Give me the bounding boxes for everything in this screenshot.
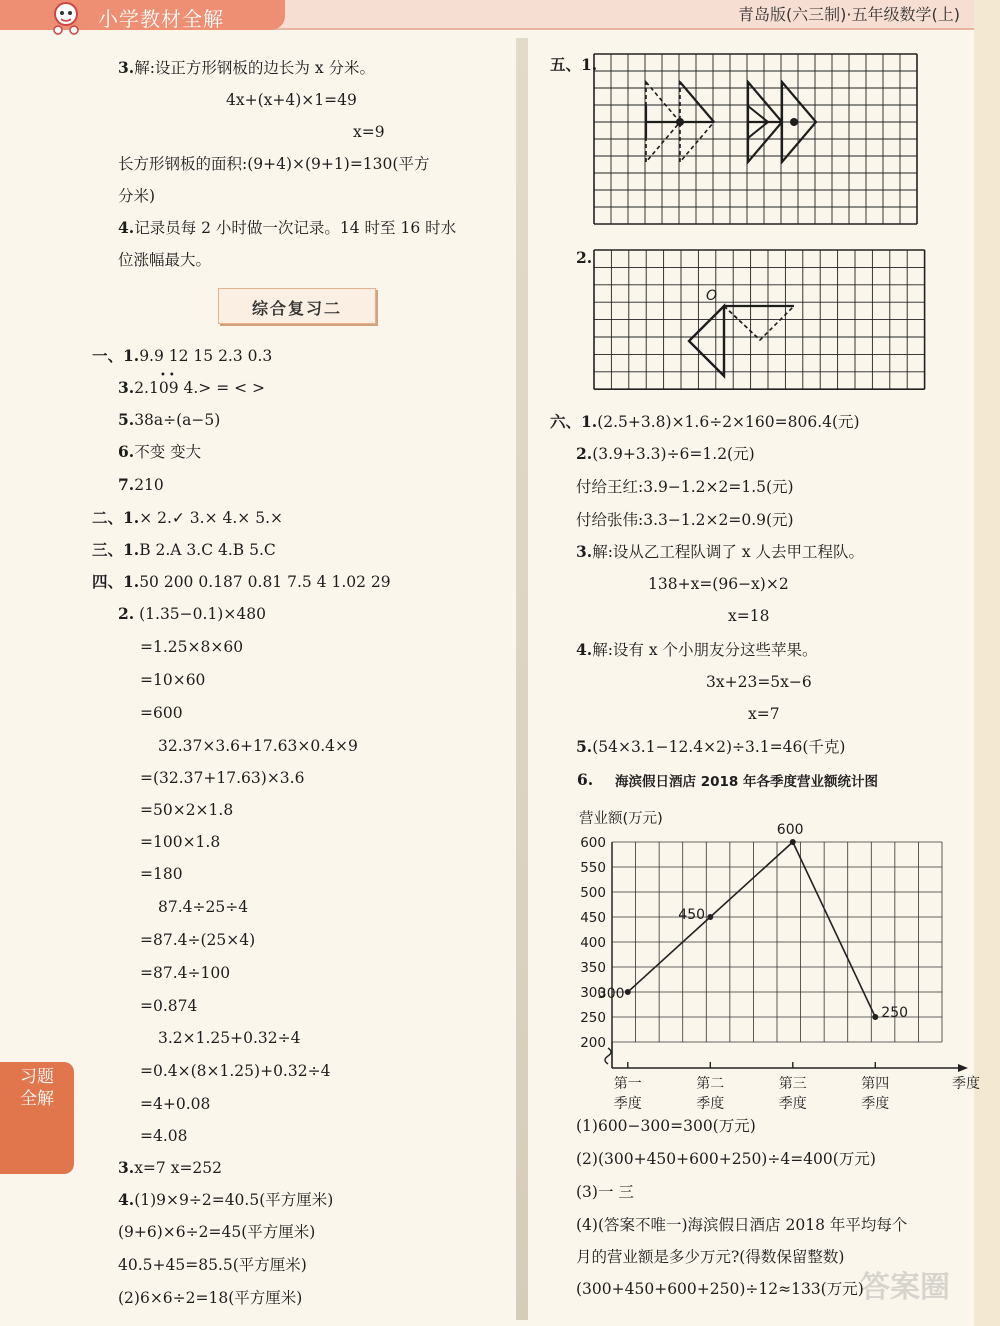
y-tick-label: 450: [580, 910, 606, 926]
question-number: 3.: [118, 378, 135, 397]
section-title-box: [218, 288, 376, 324]
answer-text: x=7: [748, 705, 780, 723]
answer-line: [140, 1061, 330, 1081]
data-point: [790, 839, 796, 845]
side-tab-label: 习题全解: [20, 1067, 54, 1109]
answer-line: [140, 800, 233, 820]
answer-line: [576, 510, 794, 530]
answer-line: [648, 574, 789, 594]
answer-text: 210: [134, 476, 164, 494]
data-label: 600: [776, 822, 804, 838]
answer-text: 解:设从乙工程队调了 x 人去甲工程队。: [592, 543, 865, 561]
question-number: 4.: [576, 640, 593, 659]
answer-line: [140, 637, 243, 657]
answer-text: 50 200 0.187 0.81 7.5 4 1.02 29: [139, 573, 391, 591]
question-number: 5.: [118, 410, 135, 429]
answer-text: 解:设正方形钢板的边长为 x 分米。: [134, 59, 376, 77]
answer-text: 2.109 4.> = < >: [134, 379, 266, 397]
answer-text: =(32.37+17.63)×3.6: [140, 769, 305, 787]
answer-line: [118, 1255, 307, 1275]
question-number: 6.: [118, 442, 135, 461]
answer-text: =100×1.8: [140, 833, 221, 851]
question-number: 3.: [118, 58, 135, 77]
answer-text: (2)(300+450+600+250)÷4=400(万元): [576, 1150, 876, 1168]
answer-text: 38a÷(a−5): [134, 411, 221, 429]
answer-line: [140, 930, 255, 950]
answer-line: [118, 218, 456, 238]
answer-text: (3)一 三: [576, 1183, 634, 1201]
answer-text: (1)600−300=300(万元): [576, 1117, 756, 1135]
answer-line: [92, 540, 276, 560]
question-number: 六、1.: [550, 412, 598, 431]
answer-line: [140, 963, 230, 983]
answer-line: [118, 58, 375, 78]
answer-text: (2.5+3.8)×1.6÷2×160=806.4(元): [597, 413, 860, 431]
repeating-decimal-dots: ••: [160, 370, 178, 381]
question-number: 四、1.: [92, 572, 140, 591]
answer-line: [576, 1182, 634, 1202]
question-number: 5.: [576, 737, 593, 756]
answer-text: 月的营业额是多少万元?(得数保留整数): [576, 1248, 845, 1266]
answer-text: (2)6×6÷2=18(平方厘米): [118, 1289, 303, 1307]
grid-figure-1: [594, 54, 924, 234]
answer-text: =4+0.08: [140, 1095, 211, 1113]
data-label: 450: [678, 907, 706, 923]
answer-line: [118, 442, 201, 462]
series-line: [628, 842, 876, 1017]
answer-line: [118, 1288, 302, 1308]
question-6-number: 6.: [577, 770, 594, 789]
answer-text: 9.9 12 15 2.3 0.3: [139, 347, 273, 365]
y-tick-label: 400: [580, 935, 606, 951]
question-number: 一、1.: [92, 346, 140, 365]
answer-line: [728, 606, 769, 626]
page-edge: [974, 0, 1000, 1326]
dashed-shape: [724, 306, 794, 340]
answer-text: B 2.A 3.C 4.B 5.C: [139, 541, 276, 559]
answer-text: x=18: [728, 607, 770, 625]
answer-line: [226, 90, 357, 110]
question-number: 4.: [118, 1190, 135, 1209]
answer-text: =0.874: [140, 997, 198, 1015]
answer-line: [92, 508, 283, 528]
answer-text: (4)(答案不唯一)海滨假日酒店 2018 年平均每个: [576, 1216, 908, 1234]
answer-line: [118, 186, 155, 206]
grid-lines: [594, 250, 925, 389]
watermark: 答案圈: [860, 1270, 950, 1305]
question-number: 2.: [576, 248, 593, 267]
answer-line: [140, 864, 183, 884]
answer-text: =1.25×8×60: [140, 638, 244, 656]
answer-line: [118, 1222, 315, 1242]
answer-text: 记录员每 2 小时做一次记录。14 时至 16 时水: [134, 219, 457, 237]
center-point: [790, 118, 798, 126]
answer-text: =180: [140, 865, 183, 883]
question-number: 二、1.: [92, 508, 140, 527]
answer-text: 87.4÷25÷4: [158, 898, 249, 916]
question-number: 3.: [576, 542, 593, 561]
answer-text: 不变 变大: [134, 443, 202, 461]
answer-line: [576, 542, 864, 562]
answer-text: × 2.✓ 3.× 4.× 5.×: [139, 509, 283, 527]
answer-line: [118, 154, 429, 174]
answer-line: [576, 248, 592, 268]
answer-line: [353, 122, 385, 142]
grid-lines: [594, 54, 917, 224]
answer-line: [576, 1279, 864, 1299]
answer-line: [140, 1094, 210, 1114]
data-label: 250: [881, 1005, 909, 1021]
origin-label: O: [706, 288, 718, 304]
question-number: 7.: [118, 475, 135, 494]
answer-text: =0.4×(8×1.25)+0.32÷4: [140, 1062, 331, 1080]
x-tick-label: 第四: [861, 1076, 890, 1092]
answer-text: 40.5+45=85.5(平方厘米): [118, 1256, 307, 1274]
answer-line: [576, 1149, 876, 1169]
x-axis-arrow-icon: [958, 1064, 968, 1072]
answer-line: [92, 572, 391, 592]
data-label: 300: [597, 986, 625, 1002]
question-number: 2.: [576, 444, 593, 463]
y-tick-label: 550: [580, 860, 606, 876]
x-axis-label: 季度: [952, 1076, 980, 1092]
answer-text: (3.9+3.3)÷6=1.2(元): [592, 445, 755, 463]
y-tick-label: 200: [580, 1035, 606, 1051]
answer-line: [118, 1190, 333, 1210]
answer-text: 3x+23=5x−6: [706, 673, 812, 691]
data-point: [872, 1014, 878, 1020]
x-tick-label: 第一: [613, 1076, 642, 1092]
chart-y-label: 营业额(万元): [579, 811, 663, 827]
answer-text: x=7 x=252: [134, 1159, 223, 1177]
x-tick-label: 季度: [861, 1096, 890, 1112]
answer-text: 付给王红:3.9−1.2×2=1.5(元): [576, 478, 794, 496]
answer-line: [118, 1158, 222, 1178]
data-point: [625, 989, 631, 995]
answer-text: 32.37×3.6+17.63×0.4×9: [158, 737, 358, 755]
solid-quadrilateral: [689, 306, 724, 376]
question-number: 4.: [118, 218, 135, 237]
answer-line: [140, 703, 183, 723]
answer-line: [748, 704, 780, 724]
answer-line: [576, 444, 755, 464]
answer-line: [550, 412, 860, 432]
answer-text: 4x+(x+4)×1=49: [226, 91, 357, 109]
question-number: 五、1.: [550, 55, 598, 74]
answer-text: 分米): [118, 187, 156, 205]
answer-line: [118, 604, 266, 624]
answer-text: =4.08: [140, 1127, 188, 1145]
section-title: 综合复习二: [251, 299, 342, 318]
series-title: 小学教材全解: [98, 7, 224, 31]
answer-line: [140, 768, 304, 788]
answer-text: =50×2×1.8: [140, 801, 234, 819]
x-tick-label: 季度: [613, 1096, 642, 1112]
answer-text: x=9: [353, 123, 385, 141]
answer-line: [118, 378, 265, 398]
dashed-edge: [724, 306, 760, 340]
page-gutter: [516, 38, 528, 1320]
answer-line: [140, 1126, 188, 1146]
line-chart: [572, 822, 980, 1112]
answer-text: (9+6)×6÷2=45(平方厘米): [118, 1223, 316, 1241]
question-number: 2.: [118, 604, 135, 623]
answer-text: =87.4÷(25×4): [140, 931, 256, 949]
y-tick-label: 500: [580, 885, 606, 901]
answer-line: [158, 897, 248, 917]
answer-text: 位涨幅最大。: [118, 251, 212, 269]
answer-text: (1)9×9÷2=40.5(平方厘米): [134, 1191, 334, 1209]
answer-line: [118, 250, 211, 270]
data-point: [707, 914, 713, 920]
answer-line: [118, 410, 220, 430]
answer-line: [576, 1215, 907, 1235]
answer-text: (300+450+600+250)÷12≈133(万元): [576, 1280, 864, 1298]
answer-line: [576, 640, 818, 660]
y-tick-label: 600: [580, 835, 606, 851]
y-tick-label: 350: [580, 960, 606, 976]
answer-line: [576, 1247, 844, 1267]
x-tick-label: 季度: [778, 1096, 807, 1112]
x-tick-label: 第三: [778, 1076, 807, 1092]
answer-line: [158, 736, 358, 756]
answer-text: (54×3.1−12.4×2)÷3.1=46(千克): [592, 738, 846, 756]
answer-line: [576, 1116, 756, 1136]
edition-label: 青岛版(六三制)·五年级数学(上): [737, 5, 960, 24]
answer-text: =10×60: [140, 671, 206, 689]
mascot-icon: [46, 0, 86, 36]
answer-line: [550, 55, 597, 75]
question-number: 三、1.: [92, 540, 140, 559]
answer-text: 3.2×1.25+0.32÷4: [158, 1029, 301, 1047]
answer-text: 长方形钢板的面积:(9+4)×(9+1)=130(平方: [118, 155, 430, 173]
answer-line: [140, 670, 205, 690]
answer-line: [118, 475, 164, 495]
answer-line: [158, 1028, 301, 1048]
y-tick-label: 250: [580, 1010, 606, 1026]
question-number: 3.: [118, 1158, 135, 1177]
answer-line: [576, 477, 794, 497]
answer-text: 解:设有 x 个小朋友分这些苹果。: [592, 641, 818, 659]
grid-figure-2: [594, 250, 924, 395]
answer-text: =600: [140, 704, 183, 722]
answer-text: 138+x=(96−x)×2: [648, 575, 789, 593]
answer-text: (1.35−0.1)×480: [134, 605, 266, 623]
chart-title: 海滨假日酒店 2018 年各季度营业额统计图: [615, 774, 878, 790]
answer-line: [140, 832, 220, 852]
x-tick-label: 第二: [696, 1076, 725, 1092]
answer-text: =87.4÷100: [140, 964, 231, 982]
x-tick-label: 季度: [696, 1096, 725, 1112]
y-tick-label: 300: [580, 985, 606, 1001]
answer-line: [706, 672, 812, 692]
answer-line: [576, 737, 845, 757]
answer-line: [92, 346, 272, 366]
center-point: [676, 118, 684, 126]
answer-text: 付给张伟:3.3−1.2×2=0.9(元): [576, 511, 794, 529]
answer-line: [140, 996, 197, 1016]
